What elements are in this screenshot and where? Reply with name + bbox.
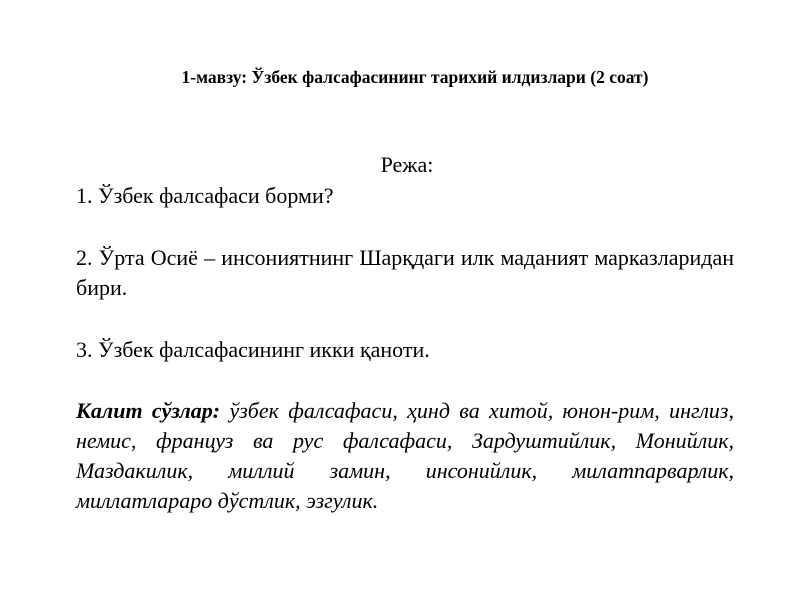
plan-item-3: 3. Ўзбек фалсафасининг икки қаноти. xyxy=(76,337,430,362)
topic-title: 1-мавзу: Ўзбек фалсафасининг тарихий илдизлари (2 соат) xyxy=(181,67,649,87)
plan-heading: Режа: xyxy=(380,152,434,177)
plan-item-1: 1. Ўзбек фалсафаси борми? xyxy=(76,183,334,208)
plan-item-2: 2. Ўрта Осиё – инсониятнинг Шарқдаги илк маданият марказларидан бири. xyxy=(76,245,734,300)
keywords-label: Калит сўзлар: xyxy=(76,398,221,423)
keywords-text: ўзбек фалсафаси, ҳинд ва хитой, юнон-рим, инглиз, немис, француз ва рус фалсафаси, Зардуштийлик, Монийлик, Маздакилик, миллий замин, инсонийлик, милатпарварлик, миллатлараро дўстлик, эзгулик. xyxy=(76,398,734,513)
keywords-paragraph xyxy=(76,396,734,516)
